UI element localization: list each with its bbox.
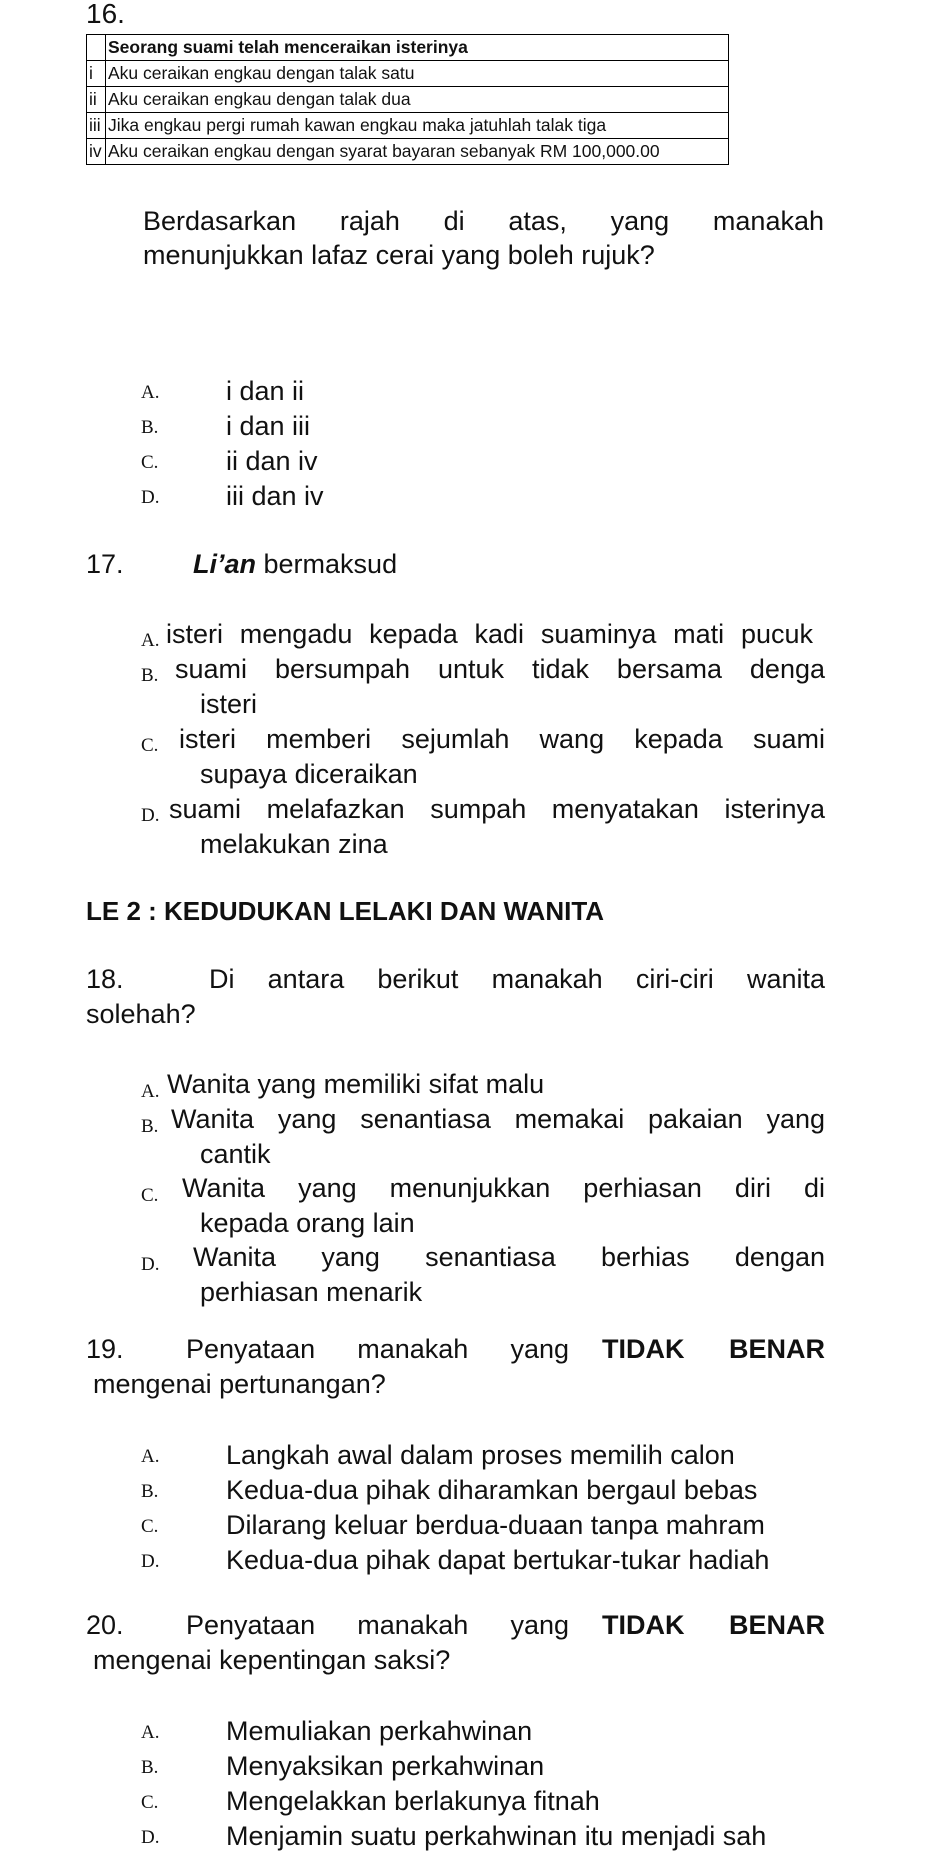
q18-option-c-line1: Wanita yang menunjukkan perhiasan diri di bbox=[182, 1173, 825, 1203]
question-16-number: 16. bbox=[86, 0, 125, 29]
question-17-text bbox=[193, 549, 397, 580]
question-18-number: 18. bbox=[86, 964, 124, 994]
q20-option-d-text: Menjamin suatu perkahwinan itu menjadi sah bbox=[226, 1821, 767, 1851]
table-row bbox=[87, 113, 729, 139]
question-17-rest: bermaksud bbox=[256, 549, 398, 579]
q17-option-a-text: isteri mengadu kepada kadi suaminya mati pucuk bbox=[166, 619, 813, 649]
row-text: Aku ceraikan engkau dengan syarat bayaran sebanyak RM 100,000.00 bbox=[106, 139, 729, 165]
question-19-number: 19. bbox=[86, 1334, 124, 1364]
q17-option-b-label: B. bbox=[141, 665, 159, 686]
question-20-bold: TIDAK BENAR bbox=[602, 1610, 825, 1640]
q20-option-a-label: A. bbox=[141, 1722, 160, 1743]
row-number: iii bbox=[87, 113, 106, 139]
q17-option-b-line1: suami bersumpah untuk tidak bersama denga bbox=[175, 654, 825, 684]
q18-option-a-text: Wanita yang memiliki sifat malu bbox=[167, 1069, 545, 1099]
section-heading: LE 2 : KEDUDUKAN LELAKI DAN WANITA bbox=[86, 896, 605, 926]
q20-option-b-label: B. bbox=[141, 1757, 159, 1778]
question-18-text-line1: Di antara berikut manakah ciri-ciri wanita bbox=[209, 964, 825, 994]
q18-option-b-label: B. bbox=[141, 1116, 159, 1137]
question-20-number: 20. bbox=[86, 1610, 124, 1640]
question-20-text-line1: Penyataan manakah yang bbox=[186, 1610, 569, 1640]
q16-option-a-text: i dan ii bbox=[226, 376, 305, 406]
q16-option-d-text: iii dan iv bbox=[226, 481, 324, 511]
q20-option-b-text: Menyaksikan perkahwinan bbox=[226, 1751, 545, 1781]
table-header: Seorang suami telah menceraikan isterinya bbox=[106, 35, 729, 61]
row-text: Aku ceraikan engkau dengan talak dua bbox=[106, 87, 729, 113]
q17-option-c-label: C. bbox=[141, 735, 159, 756]
table-row bbox=[87, 87, 729, 113]
table-row bbox=[87, 139, 729, 165]
row-number: ii bbox=[87, 87, 106, 113]
q19-option-c-label: C. bbox=[141, 1516, 159, 1537]
question-19-bold: TIDAK BENAR bbox=[602, 1334, 825, 1364]
question-18-text-line2: solehah? bbox=[86, 999, 196, 1029]
question-16-text-line1: Berdasarkan rajah di atas, yang manakah bbox=[143, 206, 824, 236]
q20-option-d-label: D. bbox=[141, 1827, 160, 1848]
q19-option-d-label: D. bbox=[141, 1551, 160, 1572]
q17-option-c-line1: isteri memberi sejumlah wang kepada suami bbox=[179, 724, 825, 754]
q17-option-c-line2: supaya diceraikan bbox=[200, 759, 418, 789]
question-20-text-line2: mengenai kepentingan saksi? bbox=[93, 1645, 451, 1675]
question-17-number: 17. bbox=[86, 549, 124, 579]
q17-option-d-line1: suami melafazkan sumpah menyatakan isterinya bbox=[169, 794, 825, 824]
divorce-statements-table bbox=[86, 34, 729, 165]
q19-option-d-text: Kedua-dua pihak dapat bertukar-tukar hadiah bbox=[226, 1545, 770, 1575]
table-header-row bbox=[87, 35, 729, 61]
q16-option-d-label: D. bbox=[141, 487, 160, 508]
q16-option-c-text: ii dan iv bbox=[226, 446, 318, 476]
q16-option-a-label: A. bbox=[141, 382, 160, 403]
q18-option-d-line1: Wanita yang senantiasa berhias dengan bbox=[193, 1242, 825, 1272]
question-16-text-line2: menunjukkan lafaz cerai yang boleh rujuk? bbox=[143, 240, 655, 270]
q20-option-c-text: Mengelakkan berlakunya fitnah bbox=[226, 1786, 600, 1816]
row-text: Aku ceraikan engkau dengan talak satu bbox=[106, 61, 729, 87]
q17-option-a-label: A. bbox=[141, 630, 160, 651]
q19-option-a-text: Langkah awal dalam proses memilih calon bbox=[226, 1440, 735, 1470]
q16-option-b-label: B. bbox=[141, 417, 159, 438]
row-text: Jika engkau pergi rumah kawan engkau maka jatuhlah talak tiga bbox=[106, 113, 729, 139]
q16-option-b-text: i dan iii bbox=[226, 411, 311, 441]
lian-term: Li’an bbox=[193, 549, 257, 579]
q18-option-a-label: A. bbox=[141, 1081, 160, 1102]
q18-option-b-line1: Wanita yang senantiasa memakai pakaian yang bbox=[171, 1104, 825, 1134]
q18-option-c-line2: kepada orang lain bbox=[200, 1208, 415, 1238]
row-number: i bbox=[87, 61, 106, 87]
q17-option-d-label: D. bbox=[141, 805, 160, 826]
q18-option-d-line2: perhiasan menarik bbox=[200, 1277, 423, 1307]
question-19-text-line1: Penyataan manakah yang bbox=[186, 1334, 569, 1364]
q19-option-a-label: A. bbox=[141, 1446, 160, 1467]
q19-option-b-text: Kedua-dua pihak diharamkan bergaul bebas bbox=[226, 1475, 758, 1505]
table-row bbox=[87, 61, 729, 87]
q17-option-b-line2: isteri bbox=[200, 689, 258, 719]
question-19-text-line2: mengenai pertunangan? bbox=[93, 1369, 386, 1399]
q19-option-c-text: Dilarang keluar berdua-duaan tanpa mahram bbox=[226, 1510, 765, 1540]
q16-option-c-label: C. bbox=[141, 452, 159, 473]
q18-option-b-line2: cantik bbox=[200, 1139, 271, 1169]
q20-option-c-label: C. bbox=[141, 1792, 159, 1813]
q19-option-b-label: B. bbox=[141, 1481, 159, 1502]
q18-option-d-label: D. bbox=[141, 1254, 160, 1275]
q20-option-a-text: Memuliakan perkahwinan bbox=[226, 1716, 533, 1746]
q17-option-d-line2: melakukan zina bbox=[200, 829, 388, 859]
row-number: iv bbox=[87, 139, 106, 165]
q18-option-c-label: C. bbox=[141, 1185, 159, 1206]
